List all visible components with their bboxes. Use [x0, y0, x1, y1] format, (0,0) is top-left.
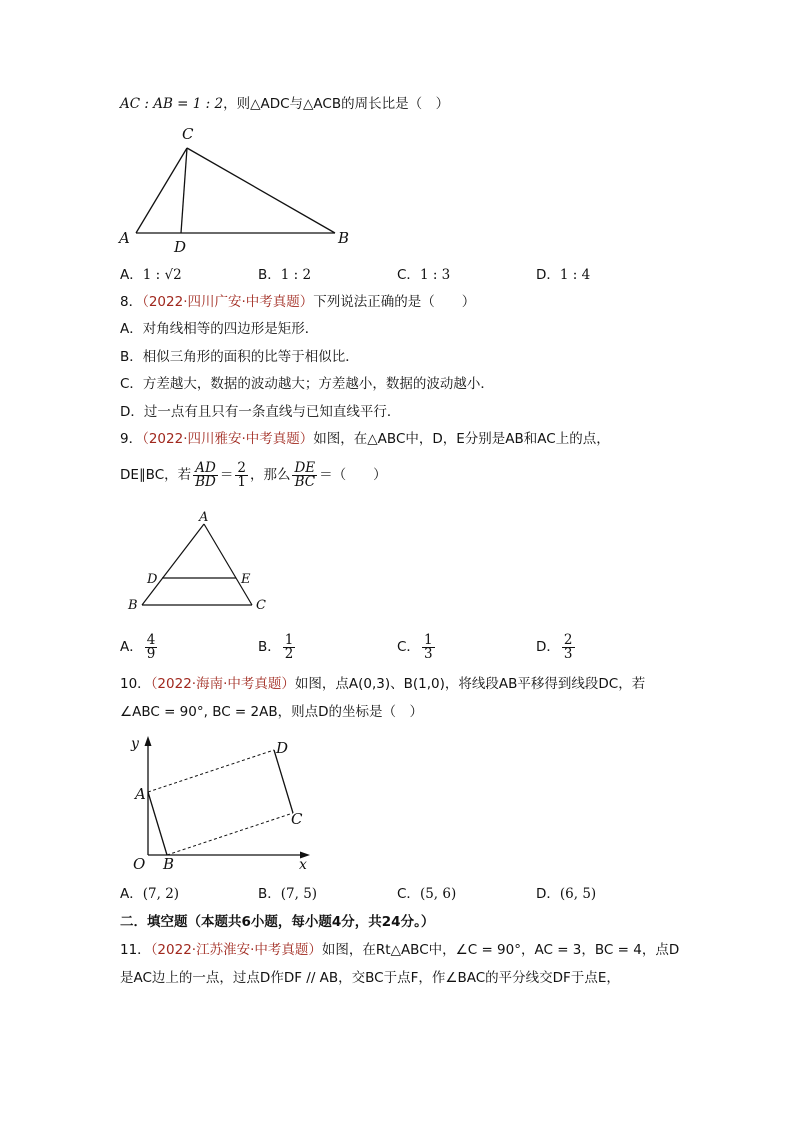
- q10-option-c[interactable]: C．(5, 6): [397, 886, 457, 902]
- q10-label-x: x: [299, 857, 307, 873]
- q10-stem-line1: [120, 674, 645, 694]
- q10-option-d[interactable]: D．(6, 5): [536, 886, 597, 902]
- q7-option-c[interactable]: C．1 : 3: [397, 267, 451, 283]
- q10-label-c: C: [291, 810, 303, 828]
- q10-segment-dc: [274, 750, 293, 813]
- q10-y-arrow: [145, 736, 152, 746]
- q8-source: （2022·四川广安·中考真题）: [142, 294, 314, 310]
- q7-label-a: A: [119, 229, 130, 247]
- q9-label-b: B: [128, 598, 138, 613]
- q9-side-ab: [142, 524, 204, 605]
- q9-number: 9．: [120, 431, 143, 447]
- q9-stem-line1: [120, 429, 610, 449]
- section2-heading: 二．填空题（本题共6小题，每小题4分，共24分。）: [120, 914, 435, 930]
- q7-option-d[interactable]: D．1 : 4: [536, 267, 591, 283]
- q8-option-b[interactable]: B．相似三角形的面积的比等于相似比．: [120, 349, 359, 365]
- q7-label-b: B: [338, 229, 350, 247]
- q11-stem-line2: 是AC边上的一点，过点D作DF // AB，交BC于点F，作∠BAC的平分线交DF于点E，: [120, 970, 620, 986]
- q9-option-c[interactable]: C． $\frac{1}{3}$: [397, 631, 433, 662]
- q9-figure: [127, 510, 266, 613]
- q7-option-a[interactable]: A．1 : √2: [120, 267, 182, 283]
- q7-label-c: C: [182, 125, 194, 143]
- q8-stem: [120, 292, 475, 312]
- q8-number: 8．: [120, 294, 143, 310]
- q7-option-b[interactable]: B．1 : 2: [258, 267, 312, 283]
- q10-option-b[interactable]: B．(7, 5): [258, 886, 318, 902]
- q8-stem-text: 下列说法正确的是（ ）: [313, 294, 476, 310]
- q10-dashed-bc: [167, 813, 293, 855]
- q10-source: （2022·海南·中考真题）: [150, 676, 295, 692]
- q7-label-d: D: [174, 238, 187, 256]
- q9-option-d[interactable]: D． $\frac{2}{3}$: [536, 631, 573, 662]
- q10-stem-line2: ∠ABC = 90°, BC = 2AB，则点D的坐标是（ ）: [120, 704, 424, 720]
- q9-option-a[interactable]: A． $\frac{4}{9}$: [120, 631, 156, 662]
- q9-label-c: C: [256, 598, 266, 613]
- q8-option-a[interactable]: A．对角线相等的四边形是矩形．: [120, 321, 319, 337]
- q9-stem-text1: 如图，在△ABC中，D，E分别是AB和AC上的点，: [313, 431, 610, 447]
- q10-stem-text1: 如图，点A(0,3)、B(1,0)，将线段AB平移得到线段DC，若: [294, 676, 646, 692]
- q7-side-cb: [187, 148, 335, 233]
- q9-fraction-ad-bd: $\frac{AD}{BD}$: [195, 459, 216, 490]
- q9-source: （2022·四川雅安·中考真题）: [142, 431, 314, 447]
- q7-stem-text: ，则△ADC与△ACB的周长比是（ ）: [223, 96, 450, 112]
- q11-stem-line1: [120, 940, 679, 960]
- q10-segment-ab: [148, 792, 167, 855]
- q10-figure: [130, 736, 310, 873]
- q10-label-y: y: [131, 736, 139, 752]
- q10-label-o: O: [133, 855, 146, 873]
- q11-stem-text1: 如图，在Rt△ABC中，∠C = 90°，AC = 3，BC = 4，点D: [321, 942, 680, 958]
- q9-side-ac: [204, 524, 252, 605]
- q10-number: 10．: [120, 676, 151, 692]
- q9-option-b[interactable]: B． $\frac{1}{2}$: [258, 631, 294, 662]
- q10-option-a[interactable]: A．(7, 2): [120, 886, 180, 902]
- q10-label-a: A: [135, 785, 146, 803]
- q9-label-e: E: [241, 572, 251, 587]
- q7-side-ac: [136, 148, 187, 233]
- q9-fraction-2-1: $\frac{2}{1}$: [237, 459, 246, 490]
- q10-label-b: B: [163, 855, 175, 873]
- q11-source: （2022·江苏淮安·中考真题）: [150, 942, 322, 958]
- q10-dashed-ad: [148, 750, 274, 792]
- q7-ratio-math: AC : AB = 1 : 2: [120, 96, 224, 112]
- q10-label-d: D: [276, 739, 289, 757]
- q9-stem-line2: DE∥BC，若 $\frac{AD}{BD}$ ＝ $\frac{2}{1}$ ，那么 $\frac{DE}{BC}$ ＝（ ）: [120, 459, 387, 490]
- q9-label-d: D: [147, 572, 158, 587]
- q9-label-a: A: [199, 510, 209, 525]
- q9-fraction-de-bc: $\frac{DE}{BC}$: [294, 459, 316, 490]
- q8-option-d[interactable]: D．过一点有且只有一条直线与已知直线平行．: [120, 404, 401, 420]
- q11-number: 11．: [120, 942, 151, 958]
- q7-figure: [117, 125, 349, 256]
- q7-segment-cd: [181, 148, 187, 233]
- q8-option-c[interactable]: C．方差越大，数据的波动越大；方差越小，数据的波动越小．: [120, 376, 494, 392]
